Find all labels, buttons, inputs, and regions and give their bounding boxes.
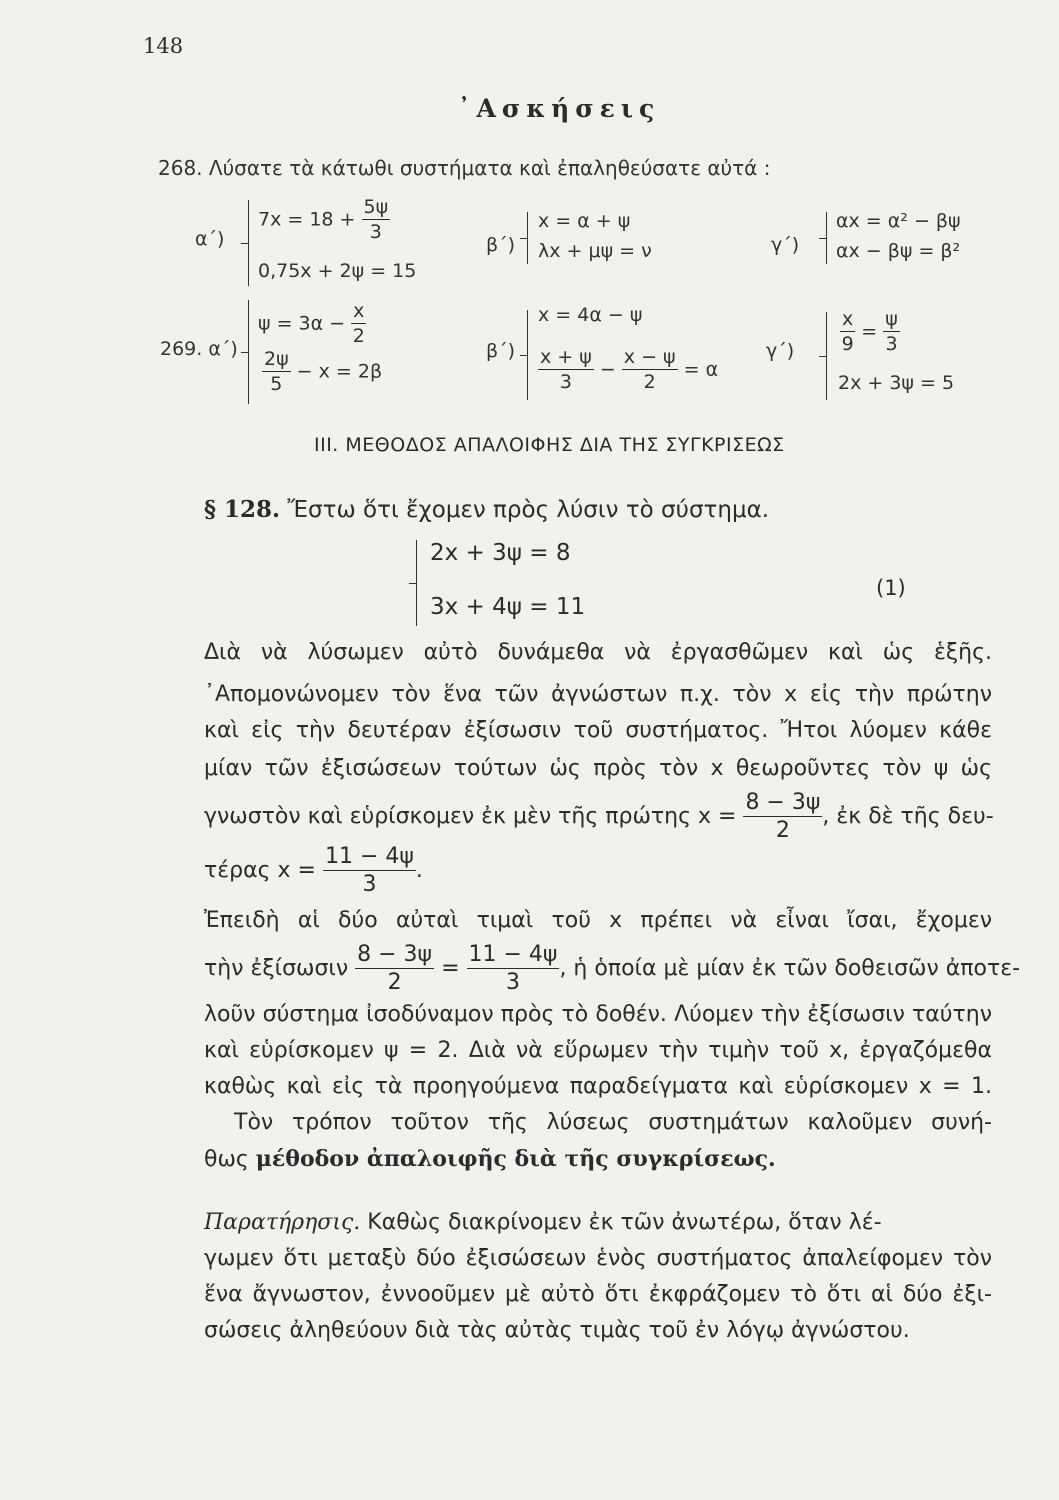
ex268-a-eq1-frac: $\frac{5\psi}{3}$: [363, 196, 389, 243]
body-line-9: λοῦν σύστημα ἰσοδύναμον πρὸς τὸ δοθέν. Λύομεν τὴν ἐξίσωσιν ταύτην: [204, 1002, 992, 1027]
ex268-a-brace: [248, 200, 249, 286]
ex268-c-brace: [826, 212, 827, 264]
note-line-2: γωμεν ὅτι μεταξὺ δύο ἐξισώσεων ἑνὸς συστήματος ἀπαλείφομεν τὸν: [204, 1246, 992, 1271]
page-number: 148: [143, 34, 184, 58]
ex269-c-eq1: $\frac{x}{9}$ = $\frac{\psi}{3}$: [841, 308, 898, 355]
ex269-a-brace: [248, 300, 249, 404]
ex268-b-label: β΄): [486, 234, 516, 256]
body-line-3: καὶ εἰς τὴν δευτέραν ἐξίσωσιν τοῦ συστήματος. Ἤτοι λύομεν κάθε: [204, 718, 992, 743]
body-line-11: καθὼς καὶ εἰς τὰ προηγούμενα παραδείγματα καὶ εὑρίσκομεν x = 1.: [204, 1074, 992, 1099]
ex268-b-brace: [527, 212, 528, 264]
ex269-c-eq2: 2x + 3ψ = 5: [838, 372, 955, 394]
ex268-c-eq2: αx − βψ = β²: [836, 240, 961, 262]
method-name-bold: μέθοδον ἀπαλοιφῆς διὰ τῆς συγκρίσεως.: [255, 1146, 776, 1172]
ex269-label: 269. α΄): [160, 338, 238, 360]
note-line-3: ἕνα ἄγνωστον, ἐννοοῦμεν μὲ αὐτὸ ὅτι ἐκφράζομεν τὸ ὅτι αἱ δύο ἐξι-: [204, 1282, 992, 1307]
paragraph-128-text: Ἔστω ὅτι ἔχομεν πρὸς λύσιν τὸ σύστημα.: [287, 497, 770, 523]
method-heading: III. ΜΕΘΟΔΟΣ ΑΠΑΛΟΙΦΗΣ ΔΙΑ ΤΗΣ ΣΥΓΚΡΙΣΕΩΣ: [314, 434, 785, 456]
paragraph-128: [204, 496, 769, 523]
ex268-a-eq2: 0,75x + 2ψ = 15: [258, 260, 417, 282]
fraction-11-4psi-over-3: $\frac{11 - 4\psi}{3}$: [324, 844, 414, 897]
body-line-4: μίαν τῶν ἐξισώσεων τούτων ὡς πρὸς τὸν x θεωροῦντες τὸν ψ ὡς: [204, 756, 992, 781]
system-number: (1): [876, 576, 906, 600]
section-title: ᾿Ασκήσεις: [458, 94, 661, 123]
system-eq2: 3x + 4ψ = 11: [430, 594, 586, 620]
ex269-b-eq1: x = 4α − ψ: [538, 304, 643, 326]
ex269-b-label: β΄): [486, 340, 516, 362]
exercise-268-intro: 268. Λύσατε τὰ κάτωθι συστήματα καὶ ἐπαληθεύσατε αὐτά :: [158, 156, 771, 180]
body-line-5: γνωστὸν καὶ εὑρίσκομεν ἐκ μὲν τῆς πρώτης x = $\frac{8 - 3\psi}{2}$ , ἐκ δὲ τῆς δευ-: [204, 790, 994, 843]
note-label: Παρατήρησις.: [204, 1210, 361, 1235]
body-line-7: Ἐπειδὴ αἱ δύο αὐταὶ τιμαὶ τοῦ x πρέπει νὰ εἶναι ἴσαι, ἔχομεν: [204, 908, 992, 933]
ex268-c-label: γ΄): [771, 234, 800, 256]
system-brace: [416, 540, 417, 626]
ex269-b-eq2: $\frac{x + \psi}{3}$ − $\frac{x - \psi}{2}$ = α: [540, 346, 719, 393]
ex268-c-eq1: αx = α² − βψ: [836, 210, 961, 232]
body-line-6: τέρας x = $\frac{11 - 4\psi}{3}$ .: [204, 844, 423, 897]
body-line-2: ᾿Απομονώνομεν τὸν ἕνα τῶν ἀγνώστων π.χ. τὸν x εἰς τὴν πρώτην: [204, 682, 992, 707]
body-line-10: καὶ εὑρίσκομεν ψ = 2. Διὰ νὰ εὕρωμεν τὴν τιμὴν τοῦ x, ἐργαζόμεθα: [204, 1038, 992, 1063]
note-line-1: Παρατήρησις. Καθὼς διακρίνομεν ἐκ τῶν ἀνωτέρω, ὅταν λέ-: [204, 1210, 882, 1235]
ex269-a-eq2: $\frac{2\psi}{5}$ − x = 2β: [264, 348, 383, 395]
body-line-8: τὴν ἐξίσωσιν $\frac{8 - 3\psi}{2}$ = $\frac{11 - 4\psi}{3}$ , ἡ ὁποία μὲ μίαν ἐκ τῶν δοθεισῶν ἀποτε-: [204, 942, 1021, 995]
system-eq1: 2x + 3ψ = 8: [430, 540, 571, 566]
ex268-a-eq1-left: 7x = 18 +: [258, 208, 356, 231]
ex268-a-eq1: [258, 198, 390, 242]
note-line-4: σώσεις ἀληθεύουν διὰ τὰς αὐτὰς τιμὰς τοῦ ἐν λόγῳ ἀγνώστου.: [204, 1318, 910, 1343]
ex268-b-eq1: x = α + ψ: [538, 210, 631, 232]
body-line-13: θως μέθοδον ἀπαλοιφῆς διὰ τῆς συγκρίσεως.: [204, 1146, 776, 1172]
ex269-c-brace: [826, 312, 827, 400]
ex269-a-eq1: ψ = 3α − $\frac{x}{2}$: [258, 300, 365, 347]
ex268-b-eq2: λx + μψ = ν: [538, 240, 652, 262]
ex268-a-label: α΄): [195, 228, 225, 250]
fraction-8-3psi-over-2: $\frac{8 - 3\psi}{2}$: [745, 790, 821, 843]
ex269-c-label: γ΄): [766, 340, 795, 362]
paragraph-128-mark: § 128.: [204, 496, 281, 523]
body-line-1: Διὰ νὰ λύσωμεν αὐτὸ δυνάμεθα νὰ ἐργασθῶμεν καὶ ὡς ἑξῆς.: [204, 640, 992, 665]
ex269-b-brace: [527, 310, 528, 400]
body-line-12: Τὸν τρόπον τοῦτον τῆς λύσεως συστημάτων καλοῦμεν συνή-: [234, 1110, 992, 1135]
